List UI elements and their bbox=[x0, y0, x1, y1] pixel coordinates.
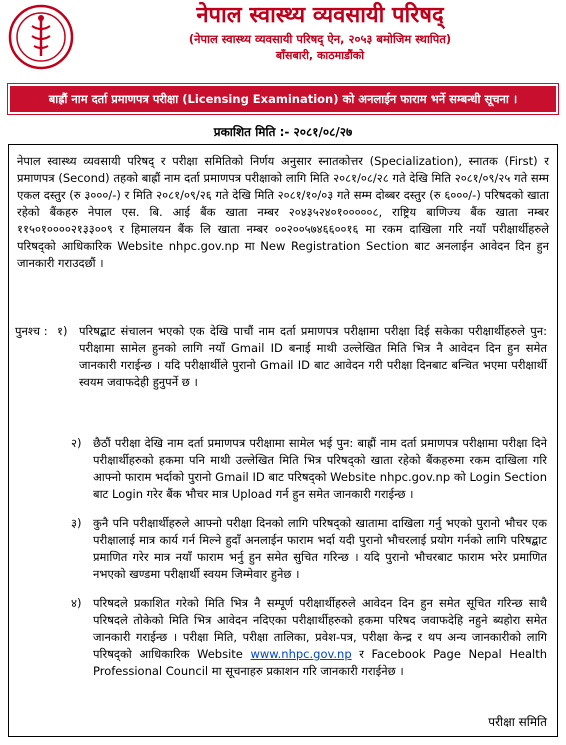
note-text: परिषद्बाट संचालन भएको एक देखि पाचौं नाम दर्ता प्रमाणपत्र परीक्षामा परीक्षा दिई सकेका परीक्षार्थीहरुले पुन: परीक्षामा सामेल हुनको लागि नयाँ Gmail ID बनाई माथी उल्लेखित मिति भित्र नै आवेदन दिन हुन समेत जानकारी गराईन्छ । यदि परीक्षार्थीले पुरानो Gmail ID बाट आवेदन गरी परीक्षा दिनबाट बन्चित भएमा परीक्षार्थी स्वयम जवाफदेही हुनुपर्ने छ । bbox=[79, 324, 547, 389]
note-item bbox=[57, 323, 547, 391]
notice-body-box bbox=[8, 144, 558, 737]
intro-paragraph: नेपाल स्वास्थ्य व्यवसायी परिषद् र परीक्षा समितिको निर्णय अनुसार स्नातकोत्तर (Specialization), स्नातक (First) र प्रमाणपत्र (Second) तहको बाह्रौं नाम दर्ता प्रमाणपत्र परीक्षाको लागि मिति २०८१/०८/२८ गते देखि मिति २०८१/०९/२५ गते सम्म एकल दस्तुर (रु ३०००/-) र मिति २०८१/०९/२६ गते देखि मिति २०८१/१०/०३ गते सम्म दोब्बर दस्तुर (रु ६०००/-) परिषदको खाता रहेको बैंकहरु नेपाल एस. बि. आई बैंक खाता नम्बर २०४३५२४०१०००००८, राष्ट्रिय बाणिज्य बैंक खाता नम्बर ११५०१००००२१३३००९ र हिमालयन बैंक लि खाता नम्बर ००२००५७४६६००१६ मा रकम दाखिला गरि नयाँ परीक्षार्थीहरुले परिषद्को आधिकारिक Website nhpc.gov.np मा New Registration Section बाट अनलाईन आवेदन दिन हुन जानकारी गराउदछौं । bbox=[17, 154, 549, 270]
organization-subtitle: (नेपाल स्वास्थ्य व्यवसायी परिषद् ऐन, २०५३ बमोजिम स्थापित) bbox=[188, 32, 452, 46]
note-item bbox=[71, 435, 547, 503]
council-emblem-logo bbox=[8, 4, 74, 70]
notes-label: पुनश्च : bbox=[15, 324, 48, 338]
notice-banner: बाह्रौं नाम दर्ता प्रमाणपत्र परीक्षा (Licensing Examination) को अनलाईन फाराम भर्ने सम्बन्धी सूचना । bbox=[8, 84, 558, 114]
note-text-after: र Facebook Page Nepal Health Professional Council मा सूचनाहरु प्रकाशन गरि जानकारी गराईनेछ । bbox=[93, 647, 548, 678]
organization-title: नेपाल स्वास्थ्य व्यवसायी परिषद् bbox=[196, 3, 444, 28]
note-text bbox=[93, 595, 547, 680]
note-text-before: परिषदले प्रकाशित गरेको मिति भित्र नै सम्पूर्ण परीक्षार्थीहरुले आवेदन दिन हुन समेत सूचित गरिन्छ साथै परिषदले तोकेको मिति भित्र आवेदन नदिएका परीक्षार्थीहरुको हकमा परिषद जवाफदेहि नहुने ब्यहोरा समेत जानकारी गराईन्छ । परीक्षा मिति, परीक्षा तालिका, प्रवेश-पत्र, परीक्षा केन्द्र र थप अन्य जानकारीको लागि परिषद्को आधिकारिक Website bbox=[93, 596, 547, 661]
note-text: कुनै पनि परीक्षार्थीहरुले आफ्नो परीक्षा दिनको लागि परिषद्को खातामा दाखिला गर्नु भएको पुरानो भौचर एक परीक्षालाई मात्र कार्य गर्न मिल्ने हुदाँ अनलाईन फाराम भर्दा यदी पुरानो भौचरलाई प्रयोग गर्नको लागि परिषद्बाट प्रमाणित गरेर मात्र नयाँ फाराम भर्नु हुन समेत सुचित गरिन्छ । यदि पुरानो भौचरबाट फाराम भरेर प्रमाणित नभएको खण्डमा परीक्षार्थी स्वयम जिम्मेवार हुनेछ । bbox=[93, 516, 547, 581]
note-number: २) bbox=[71, 436, 82, 450]
note-number: ४) bbox=[71, 596, 82, 610]
note-item bbox=[71, 515, 547, 583]
note-text: छैठौं परीक्षा देखि नाम दर्ता प्रमाणपत्र परीक्षामा सामेल भई पुन: बाह्रौं नाम दर्ता प्रमाणपत्र परीक्षामा परीक्षा दिने परीक्षार्थीहरुको हकमा पनि माथी उल्लेखित मिति भित्र परिषद्को खाता रहेको बैंकहरुमा रकम दाखिला गरि आफ्नो फाराम भर्दाको पुरानो Gmail ID बाट परिषद्को Website nhpc.gov.np को Login Section बाट Login गरेर बैंक भौचर मात्र Upload गर्न हुन समेत जानकारी गराईन्छ । bbox=[93, 436, 547, 501]
note-number: ३) bbox=[71, 516, 82, 530]
signature: परीक्षा समिति bbox=[488, 715, 547, 729]
published-date: प्रकाशित मिति :- २०८१/०८/२७ bbox=[213, 125, 353, 139]
organization-address: बाँसबारी, काठमाडौंको bbox=[275, 49, 365, 62]
note-item bbox=[71, 595, 547, 680]
website-link[interactable]: www.nhpc.gov.np bbox=[250, 647, 352, 661]
note-number: १) bbox=[57, 324, 68, 338]
letterhead bbox=[80, 2, 560, 64]
